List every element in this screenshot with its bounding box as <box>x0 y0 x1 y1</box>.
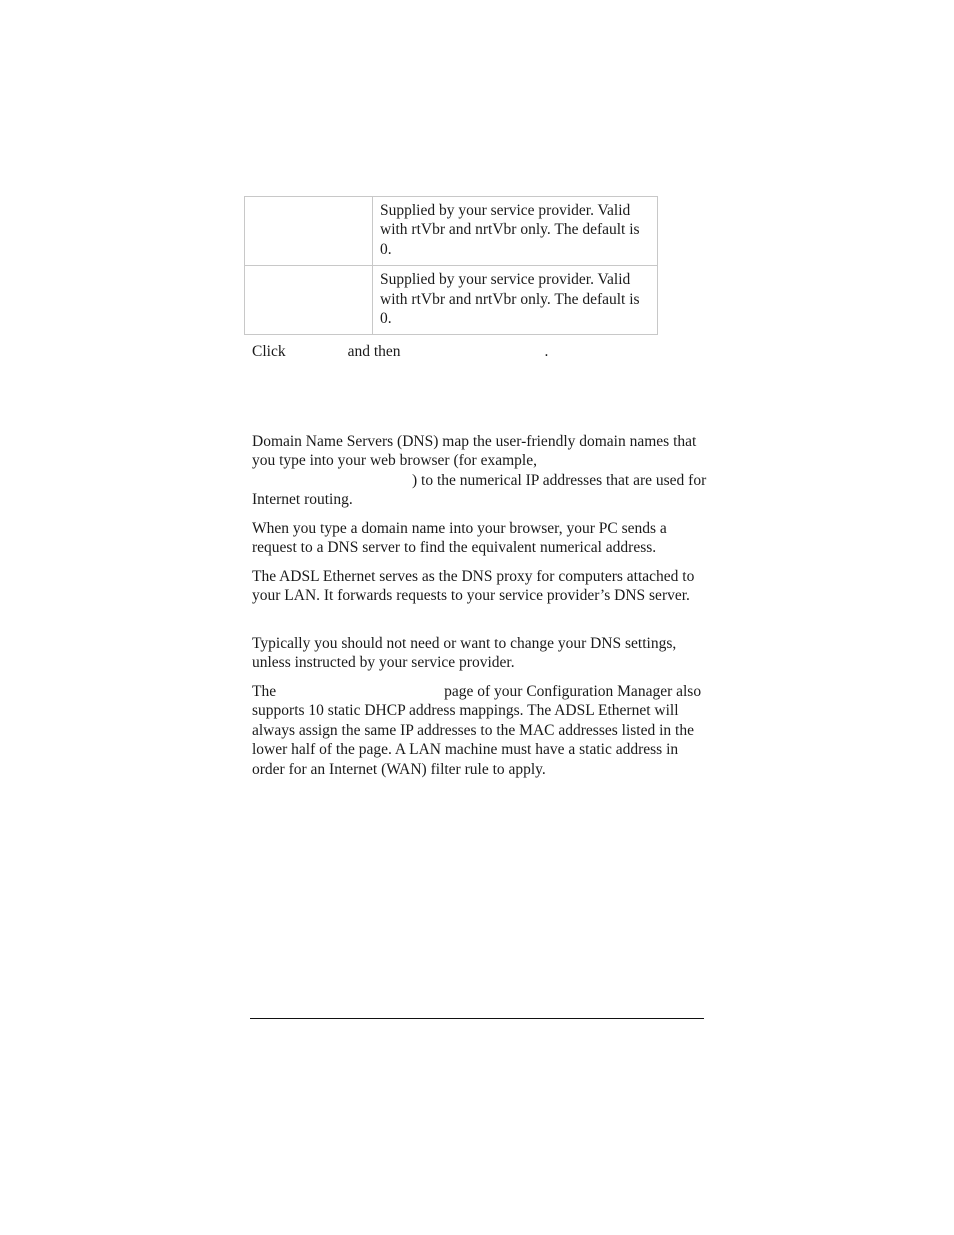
step-period: . <box>544 343 549 360</box>
instruction-step <box>252 342 712 361</box>
dhcp-rest-text: page of your Configuration Manager also supports 10 static DHCP address mappings. The ADSL Ethernet will always assign the same IP addresses to the MAC addresses listed in the lower half of the page. A LAN machine must have a static address in order for an Internet (WAN) filter rule to apply. <box>252 683 702 778</box>
step-click-text: Click <box>252 343 286 360</box>
dns-proxy-paragraph: The ADSL Ethernet serves as the DNS proxy for computers attached to your LAN. It forwards requests to your service provider’s DNS server. <box>252 568 695 605</box>
dhcp-the-text: The <box>252 683 277 700</box>
table-row <box>245 197 658 266</box>
parameter-description-cell: Supplied by your service provider. Valid with rtVbr and nrtVbr only. The default is 0. <box>373 266 658 335</box>
dns-request-paragraph: When you type a domain name into your browser, your PC sends a request to a DNS server to find the equivalent numerical address. <box>252 520 667 557</box>
step-and-then-text: and then <box>347 343 401 360</box>
dns-settings-paragraph: Typically you should not need or want to change your DNS settings, unless instructed by your service provider. <box>252 635 677 672</box>
dhcp-paragraph <box>252 682 712 779</box>
footer-divider <box>250 1018 704 1019</box>
parameter-name-cell <box>245 197 373 266</box>
parameter-table <box>244 196 658 335</box>
parameter-name-cell <box>245 266 373 335</box>
dns-intro-paragraph <box>252 432 712 510</box>
dns-intro-text-end: ) to the numerical IP addresses that are used for Internet routing. <box>252 471 707 509</box>
table-row <box>245 266 658 335</box>
dns-intro-text-start: Domain Name Servers (DNS) map the user-friendly domain names that you type into your web browser (for example, <box>252 433 697 470</box>
parameter-description-cell: Supplied by your service provider. Valid with rtVbr and nrtVbr only. The default is 0. <box>373 197 658 266</box>
